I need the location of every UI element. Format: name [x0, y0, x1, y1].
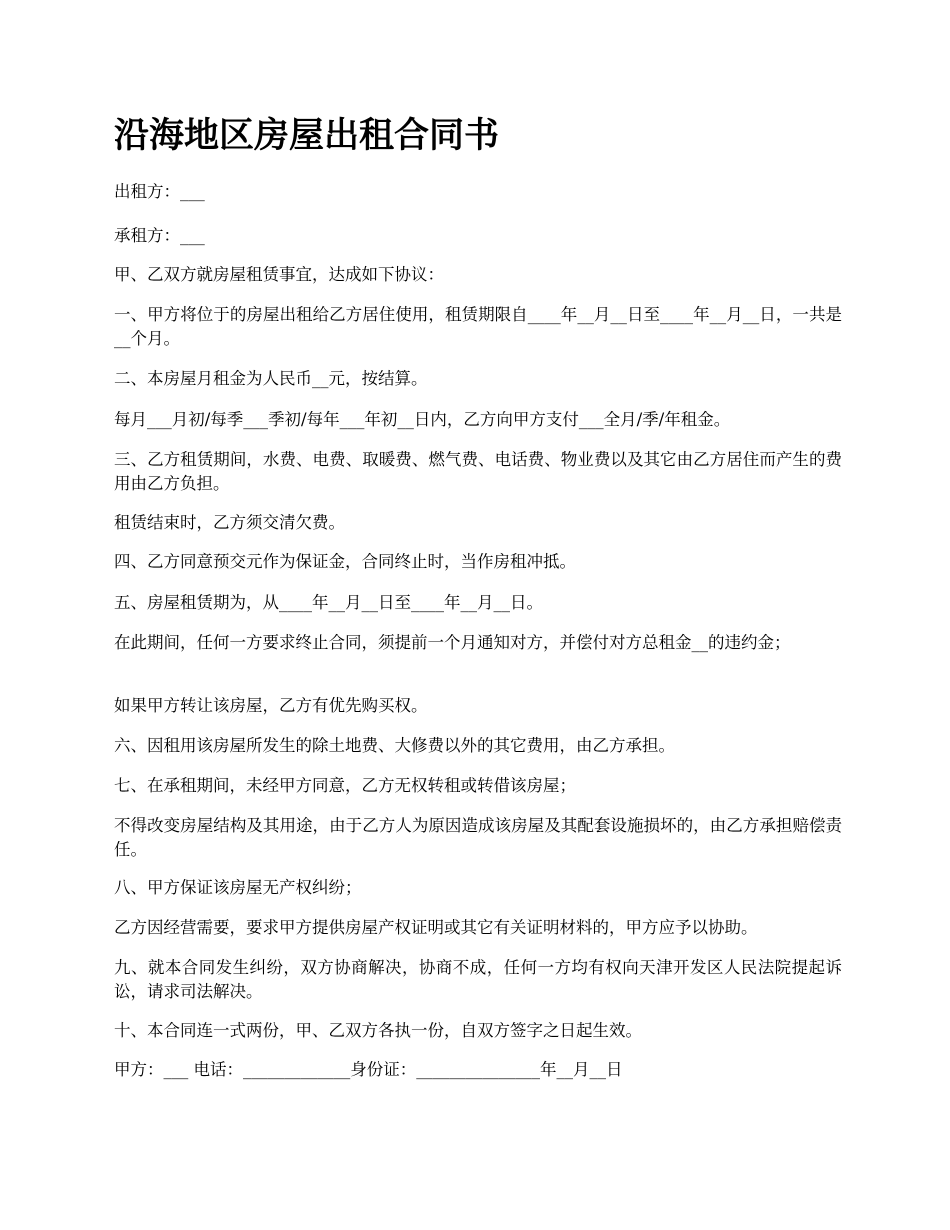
- paragraph-lessor: 出租方：___: [114, 182, 205, 201]
- paragraph-clause-1: 一、甲方将位于的房屋出租给乙方居住使用，租赁期限自____年__月__日至____年__月__日，一共是__个月。: [114, 305, 842, 348]
- paragraph-clause-8: 八、甲方保证该房屋无产权纠纷；: [114, 878, 362, 897]
- paragraph-termination: 在此期间，任何一方要求终止合同，须提前一个月通知对方，并偿付对方总租金__的违约金；: [114, 633, 791, 652]
- paragraph-structure-damage: 不得改变房屋结构及其用途，由于乙方人为原因造成该房屋及其配套设施损坏的，由乙方承担赔偿责任。: [114, 816, 842, 859]
- paragraph-clause-2: 二、本房屋月租金为人民币__元，按结算。: [114, 369, 428, 388]
- paragraph-lessee: 承租方：___: [114, 226, 205, 245]
- paragraph-property-proof: 乙方因经营需要，要求甲方提供房屋产权证明或其它有关证明材料的，甲方应予以协助。: [114, 918, 758, 937]
- paragraph-clause-9: 九、就本合同发生纠纷，双方协商解决，协商不成，任何一方均有权向天津开发区人民法院提起诉讼，请求司法解决。: [114, 958, 842, 1001]
- paragraph-agreement-intro: 甲、乙双方就房屋租赁事宜，达成如下协议：: [114, 265, 444, 284]
- paragraph-clause-5: 五、房屋租赁期为，从____年__月__日至____年__月__日。: [114, 593, 543, 612]
- paragraph-clause-7: 七、在承租期间，未经甲方同意，乙方无权转租或转借该房屋；: [114, 776, 576, 795]
- document-title: 沿海地区房屋出租合同书: [114, 116, 500, 156]
- paragraph-clause-6: 六、因租用该房屋所发生的除土地费、大修费以外的其它费用，由乙方承担。: [114, 736, 675, 755]
- paragraph-clause-3: 三、乙方租赁期间，水费、电费、取暖费、燃气费、电话费、物业费以及其它由乙方居住而产生的费用由乙方负担。: [114, 450, 842, 493]
- paragraph-clause-10: 十、本合同连一式两份，甲、乙双方各执一份，自双方签字之日起生效。: [114, 1021, 642, 1040]
- paragraph-signature-line: 甲方：___ 电话：_____________身份证：_______________年__月__日: [114, 1060, 623, 1079]
- paragraph-settlement: 租赁结束时，乙方须交清欠费。: [114, 513, 345, 532]
- paragraph-clause-4: 四、乙方同意预交元作为保证金，合同终止时，当作房租冲抵。: [114, 552, 576, 571]
- paragraph-payment-schedule: 每月___月初/每季___季初/每年___年初__日内，乙方向甲方支付___全月/季/年租金。: [114, 410, 731, 429]
- paragraph-preemption-right: 如果甲方转让该房屋，乙方有优先购买权。: [114, 696, 428, 715]
